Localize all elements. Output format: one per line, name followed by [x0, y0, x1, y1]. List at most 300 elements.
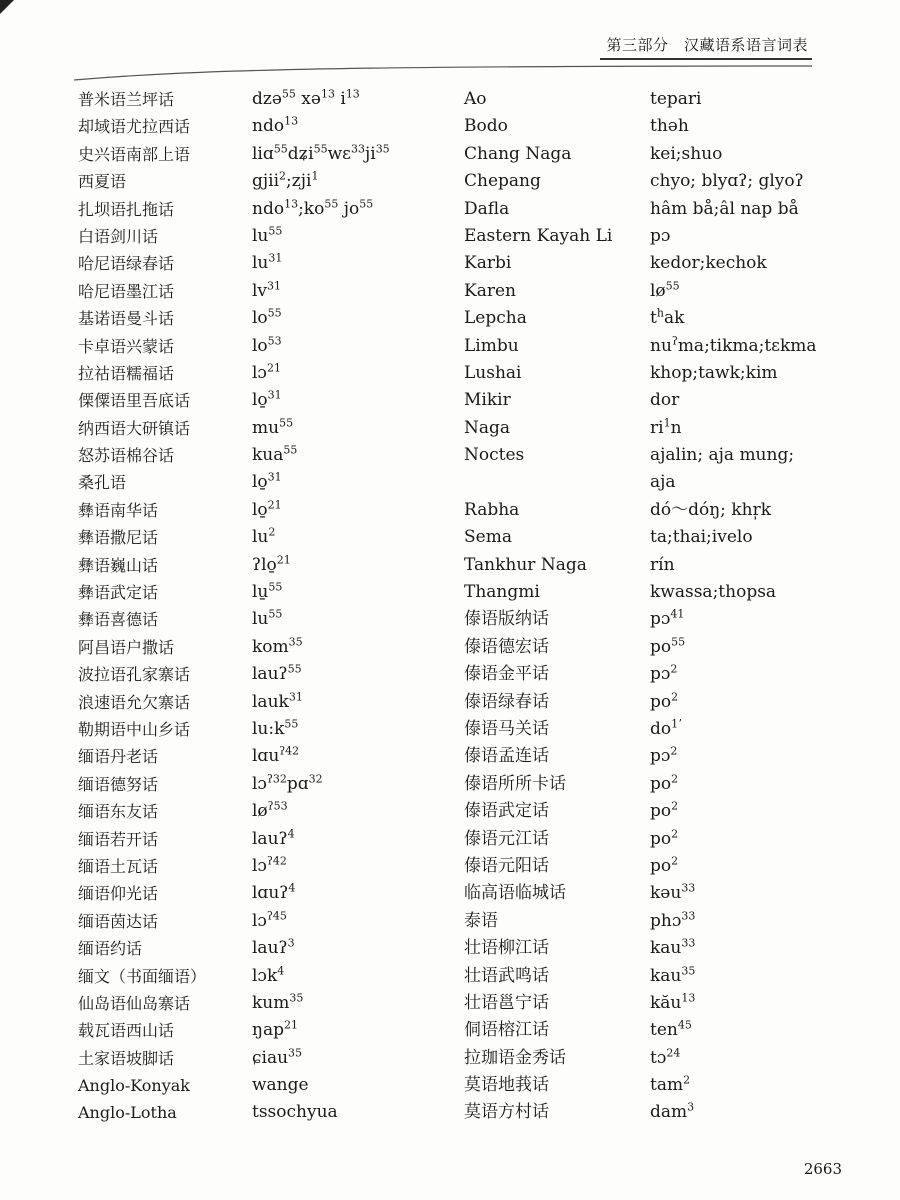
form-segment: lo̱: [252, 499, 268, 520]
language-name: Mikir: [464, 390, 511, 411]
form-segment: lo: [252, 308, 268, 329]
word-form: [252, 716, 452, 743]
form-segment: lø: [252, 801, 268, 822]
form-segment: n: [670, 417, 682, 438]
tone-superscript: 33: [350, 142, 365, 156]
tone-superscript: 55: [324, 196, 339, 210]
word-form: [252, 579, 452, 606]
form-segment: wange: [252, 1075, 309, 1096]
form-segment: kəu: [650, 883, 682, 904]
form-segment: po: [650, 773, 672, 794]
language-name: 傣语孟连话: [464, 746, 549, 767]
form-segment: ndo: [252, 198, 285, 219]
language-name: Rabha: [464, 499, 520, 520]
dialect-name: 载瓦语西山话: [78, 1021, 175, 1041]
tone-superscript: 1ʼ: [671, 717, 682, 731]
tone-superscript: 4: [277, 963, 285, 977]
tone-superscript: 3: [687, 1100, 695, 1114]
form-segment: phɔ: [650, 910, 682, 931]
form-segment: rín: [650, 554, 675, 575]
word-form: [650, 798, 850, 825]
form-segment: thəh: [650, 116, 689, 137]
word-form: [650, 990, 850, 1017]
word-form: [252, 689, 452, 716]
dialect-name: 勒期语中山乡话: [78, 719, 191, 739]
tone-superscript: 55: [671, 635, 686, 649]
form-segment: lo̱: [252, 390, 268, 411]
dialect-name: 缅语土瓦话: [78, 856, 159, 876]
form-segment: po: [650, 636, 672, 657]
running-header: 第三部分 汉藏语系语言词表: [606, 36, 808, 54]
form-segment: wɛ: [327, 143, 351, 164]
dialect-name: 土家语坡脚话: [78, 1048, 175, 1068]
language-name: Tankhur Naga: [464, 554, 587, 575]
word-form: [252, 196, 452, 223]
form-segment: lu: [252, 225, 269, 246]
word-form: [252, 141, 452, 168]
tone-superscript: 2: [670, 662, 678, 676]
form-segment: ɕiau: [252, 1047, 289, 1068]
tone-superscript: 35: [288, 635, 303, 649]
tone-superscript: 2: [670, 744, 678, 758]
tone-superscript: 53: [267, 333, 282, 347]
tone-superscript: 2: [279, 169, 287, 183]
word-form: [650, 880, 850, 907]
form-segment: dó～dóŋ; khr̩k: [650, 499, 771, 520]
word-form: [650, 415, 850, 442]
form-segment: tssochyua: [252, 1102, 338, 1123]
tone-superscript: 3: [287, 936, 295, 950]
tone-superscript: ʔ45: [266, 909, 287, 923]
dialect-name: 傈僳语里吾底话: [78, 391, 191, 411]
language-name: Bodo: [464, 116, 508, 137]
form-segment: po: [650, 855, 672, 876]
form-segment: lɔ: [252, 362, 267, 383]
dialect-name: 基诺语曼斗话: [78, 309, 175, 329]
tone-superscript: 24: [666, 1046, 681, 1060]
tone-superscript: 55: [281, 87, 296, 101]
form-segment: ma;tikma;tɛkma: [677, 335, 817, 356]
form-segment: kom: [252, 636, 289, 657]
form-segment: pɔ: [650, 746, 671, 767]
word-form: [650, 305, 850, 332]
word-form: [650, 86, 850, 113]
word-form: [650, 196, 850, 223]
form-segment: gjii: [252, 171, 280, 192]
language-name: 临高语临城话: [464, 883, 566, 904]
word-form: [252, 798, 452, 825]
word-form: [650, 278, 850, 305]
language-name: Chang Naga: [464, 143, 572, 164]
word-form: [252, 1045, 452, 1072]
form-segment: ji: [364, 143, 376, 164]
tone-superscript: 45: [677, 1018, 692, 1032]
language-name: Ao: [464, 89, 487, 109]
form-segment: ;ko: [298, 198, 325, 219]
tone-superscript: 35: [681, 963, 696, 977]
form-segment: lv: [252, 280, 268, 301]
word-form: [252, 880, 452, 907]
word-form: [650, 1045, 850, 1072]
form-segment: aja: [650, 472, 676, 493]
word-form: [252, 86, 452, 113]
tone-superscript: 1: [311, 169, 319, 183]
form-segment: pɔ: [650, 609, 671, 630]
form-segment: kua: [252, 445, 284, 466]
language-name: 傣语德宏话: [464, 636, 549, 657]
form-segment: kau: [650, 938, 682, 959]
word-form: [650, 113, 850, 140]
dialect-name: 缅语若开话: [78, 829, 159, 849]
form-segment: lu: [252, 253, 269, 274]
language-name: 壮语武鸣话: [464, 965, 549, 986]
word-form: [650, 360, 850, 387]
word-form: [252, 743, 452, 770]
word-form: [252, 552, 452, 579]
language-name: 侗语榕江话: [464, 1020, 549, 1041]
form-segment: ajalin; aja mung;: [650, 445, 795, 466]
dialect-name: 白语剑川话: [78, 226, 159, 246]
dialect-name: 彝语巍山话: [78, 555, 159, 575]
tone-superscript: 31: [267, 279, 282, 293]
word-form: [650, 771, 850, 798]
dialect-name: 史兴语南部上语: [78, 144, 191, 164]
word-form: [650, 853, 850, 880]
word-form: [252, 1072, 452, 1099]
language-name: 傣语马关话: [464, 718, 549, 739]
language-name: 傣语元阳话: [464, 855, 549, 876]
language-name: Sema: [464, 527, 512, 548]
tone-superscript: 31: [267, 388, 282, 402]
tone-superscript: 55: [284, 717, 299, 731]
language-name: 傣语绿春话: [464, 691, 549, 712]
form-segment: lo: [252, 335, 268, 356]
tone-superscript: 33: [681, 909, 696, 923]
form-segment: dʑi: [287, 143, 314, 164]
form-segment: i: [334, 89, 346, 109]
dialect-name: 波拉语孔家寨话: [78, 665, 191, 685]
tone-superscript: 1: [663, 416, 671, 430]
language-name: Dafla: [464, 198, 510, 219]
tone-superscript: 13: [284, 114, 299, 128]
word-form: [252, 113, 452, 140]
tone-superscript: 31: [288, 689, 303, 703]
chinese-dialect-column: [78, 86, 248, 1127]
word-form: [252, 826, 452, 853]
form-segment: lɑuʔ: [252, 883, 289, 904]
dialect-name: 阿昌语户撒话: [78, 637, 175, 657]
page-number: 2663: [803, 1160, 842, 1178]
form-segment: pɔ: [650, 664, 671, 685]
tone-superscript: 35: [289, 991, 304, 1005]
dialect-name: Anglo-Konyak: [78, 1076, 190, 1096]
tone-superscript: 33: [681, 881, 696, 895]
dialect-name: 缅文（书面缅语）: [78, 966, 207, 986]
tone-superscript: 2: [671, 799, 679, 813]
form-segment: lauk: [252, 691, 289, 712]
tone-superscript: ʔ32: [266, 772, 287, 786]
tone-superscript: ʔ53: [267, 799, 288, 813]
tone-superscript: 55: [268, 580, 283, 594]
word-form: [650, 908, 850, 935]
tone-superscript: 4: [288, 881, 296, 895]
word-form: [252, 415, 452, 442]
tone-superscript: 13: [320, 87, 335, 101]
language-name: [464, 469, 634, 496]
word-form: [650, 469, 850, 496]
form-segment: ʔlo̱: [252, 554, 277, 575]
form-segment: tɔ: [650, 1047, 667, 1068]
word-form: [252, 469, 452, 496]
word-form: [650, 689, 850, 716]
word-form: [650, 579, 850, 606]
word-form: [252, 223, 452, 250]
tone-superscript: 55: [287, 662, 302, 676]
form-segment: kum: [252, 992, 290, 1013]
word-form: [252, 333, 452, 360]
language-name: 傣语元江话: [464, 828, 549, 849]
tone-superscript: ʔ: [671, 333, 678, 347]
word-form: [252, 990, 452, 1017]
word-form: [650, 826, 850, 853]
form-segment: lɑu: [252, 746, 280, 767]
form-segment: tepari: [650, 89, 702, 109]
word-form: [252, 1017, 452, 1044]
dialect-name: 却域语尤拉西话: [78, 117, 191, 137]
word-form: [650, 141, 850, 168]
word-form-column-right: [650, 86, 850, 1127]
form-segment: lauʔ: [252, 938, 288, 959]
form-segment: kwassa;thopsa: [650, 582, 777, 603]
dialect-name: 浪速语允欠寨话: [78, 692, 191, 712]
form-segment: lɔ: [252, 855, 267, 876]
word-form: [252, 771, 452, 798]
tone-superscript: 55: [268, 224, 283, 238]
form-segment: pɑ: [286, 773, 309, 794]
form-segment: ta;thai;ivelo: [650, 527, 753, 548]
language-name: Lushai: [464, 362, 522, 383]
tone-superscript: 2: [683, 1073, 691, 1087]
language-name: 傣语武定话: [464, 801, 549, 822]
word-form: [650, 743, 850, 770]
word-form: [650, 963, 850, 990]
tone-superscript: 35: [288, 1046, 303, 1060]
language-name: 壮语柳江话: [464, 938, 549, 959]
dialect-name: 缅语茵达话: [78, 911, 159, 931]
form-segment: dzə: [252, 89, 282, 109]
word-form: [650, 1072, 850, 1099]
word-form: [650, 661, 850, 688]
word-form: [252, 360, 452, 387]
language-name: Eastern Kayah Li: [464, 225, 613, 246]
form-segment: po: [650, 828, 672, 849]
tone-superscript: 21: [267, 498, 282, 512]
form-segment: po: [650, 801, 672, 822]
word-form: [252, 524, 452, 551]
language-column-right: [464, 86, 634, 1127]
tone-superscript: 41: [670, 607, 685, 621]
word-form: [252, 250, 452, 277]
dialect-name: 缅语东友话: [78, 802, 159, 822]
form-segment: ŋap: [252, 1020, 284, 1041]
form-segment: ten: [650, 1020, 678, 1041]
page-corner-mark: [0, 0, 14, 14]
form-segment: lu̱: [252, 582, 269, 603]
word-form: [252, 963, 452, 990]
tone-superscript: 2: [671, 689, 679, 703]
form-segment: hâm bå;âl nap bå: [650, 198, 799, 219]
dialect-name: 彝语武定话: [78, 583, 159, 603]
language-name: Karen: [464, 280, 516, 301]
tone-superscript: 13: [681, 991, 696, 1005]
tone-superscript: 31: [268, 251, 283, 265]
word-form: [252, 935, 452, 962]
tone-superscript: h: [656, 306, 664, 320]
form-segment: ;zji: [286, 171, 312, 192]
tone-superscript: 2: [671, 772, 679, 786]
word-form: [650, 1099, 850, 1126]
form-segment: dor: [650, 390, 680, 411]
tone-superscript: 21: [266, 361, 281, 375]
word-form: [252, 168, 452, 195]
language-name: 傣语版纳话: [464, 609, 549, 630]
word-form: [252, 278, 452, 305]
form-segment: lauʔ: [252, 828, 288, 849]
language-name: 拉珈语金秀话: [464, 1047, 566, 1068]
tone-superscript: 13: [284, 196, 299, 210]
form-segment: kei;shuo: [650, 143, 723, 164]
dialect-name: 卡卓语兴蒙话: [78, 336, 175, 356]
tone-superscript: 21: [283, 1018, 298, 1032]
form-segment: lauʔ: [252, 664, 288, 685]
word-form: [650, 497, 850, 524]
form-segment: lu:k: [252, 718, 285, 739]
word-form: [650, 333, 850, 360]
dialect-name: 拉祜语糯福话: [78, 363, 175, 383]
form-segment: khop;tawk;kim: [650, 362, 778, 383]
tone-superscript: 2: [671, 854, 679, 868]
dialect-name: 怒苏语棉谷话: [78, 446, 175, 466]
form-segment: dam: [650, 1102, 688, 1123]
tone-superscript: 21: [276, 552, 291, 566]
language-name: Noctes: [464, 445, 525, 466]
form-segment: do: [650, 718, 672, 739]
tone-superscript: 13: [345, 87, 360, 101]
tone-superscript: 55: [268, 607, 283, 621]
dialect-name: 彝语喜德话: [78, 610, 159, 630]
tone-superscript: ʔ42: [266, 854, 287, 868]
word-form: [252, 497, 452, 524]
form-segment: lu: [252, 609, 269, 630]
form-segment: liɑ: [252, 143, 274, 164]
form-segment: nu: [650, 335, 672, 356]
form-segment: lɔk: [252, 965, 278, 986]
word-form-column-left: [252, 86, 452, 1127]
form-segment: xə: [295, 89, 321, 109]
dialect-name: 纳西语大研镇话: [78, 418, 191, 438]
form-segment: lɔ: [252, 910, 267, 931]
header-rule: [600, 58, 812, 60]
word-form: [252, 853, 452, 880]
dialect-name: 缅语丹老话: [78, 747, 159, 767]
language-name: 傣语所所卡话: [464, 773, 566, 794]
word-form: [650, 223, 850, 250]
word-form: [650, 1017, 850, 1044]
language-name: 壮语邕宁话: [464, 992, 549, 1013]
word-form: [650, 716, 850, 743]
word-form: [650, 168, 850, 195]
dialect-name: 哈尼语绿春话: [78, 254, 175, 274]
tone-superscript: 2: [671, 826, 679, 840]
tone-superscript: 55: [313, 142, 328, 156]
tone-superscript: 31: [267, 470, 282, 484]
word-form: [650, 634, 850, 661]
dialect-name: 普米语兰坪话: [78, 90, 175, 109]
language-name: Naga: [464, 417, 511, 438]
dialect-name: 缅语德努话: [78, 774, 159, 794]
form-segment: ak: [663, 308, 685, 329]
form-segment: pɔ: [650, 225, 671, 246]
tone-superscript: 35: [375, 142, 390, 156]
dialect-name: 彝语撒尼话: [78, 528, 159, 548]
word-form: [650, 442, 850, 469]
tone-superscript: 55: [359, 196, 374, 210]
language-name: Limbu: [464, 335, 519, 356]
word-form: [252, 442, 452, 469]
tone-superscript: 55: [279, 416, 294, 430]
form-segment: lɔ: [252, 773, 267, 794]
form-segment: lø: [650, 280, 666, 301]
tone-superscript: ʔ42: [279, 744, 300, 758]
tone-superscript: 55: [267, 306, 282, 320]
body-rule: [72, 62, 812, 82]
word-form: [252, 661, 452, 688]
form-segment: kedor;kechok: [650, 253, 767, 274]
word-form: [650, 552, 850, 579]
language-name: Karbi: [464, 253, 512, 274]
dialect-name: Anglo-Lotha: [78, 1103, 177, 1123]
language-name: 泰语: [464, 910, 498, 931]
dialect-name: 西夏语: [78, 172, 127, 192]
form-segment: mu: [252, 417, 280, 438]
language-name: Thangmi: [464, 582, 540, 603]
form-segment: kau: [650, 965, 682, 986]
form-segment: lu: [252, 527, 269, 548]
word-form: [650, 935, 850, 962]
language-name: 莫语方村话: [464, 1102, 549, 1123]
word-form: [650, 250, 850, 277]
tone-superscript: 55: [665, 279, 680, 293]
form-segment: tam: [650, 1075, 684, 1096]
dialect-name: 哈尼语墨江话: [78, 281, 175, 301]
tone-superscript: 55: [273, 142, 288, 156]
tone-superscript: 55: [283, 443, 298, 457]
word-form: [252, 634, 452, 661]
language-name: Lepcha: [464, 308, 527, 329]
language-name: 傣语金平话: [464, 664, 549, 685]
language-name: Chepang: [464, 171, 541, 192]
form-segment: chyo; blyɑʔ; glyoʔ: [650, 171, 804, 192]
dialect-name: 缅语仰光话: [78, 884, 159, 904]
dialect-name: 扎坝语扎拖话: [78, 199, 175, 219]
form-segment: lo̱: [252, 472, 268, 493]
word-form: [252, 1099, 452, 1126]
form-segment: po: [650, 691, 672, 712]
dialect-name: 桑孔语: [78, 473, 127, 493]
language-name: 莫语地莪话: [464, 1075, 549, 1096]
tone-superscript: 4: [287, 826, 295, 840]
form-segment: kău: [650, 992, 682, 1013]
